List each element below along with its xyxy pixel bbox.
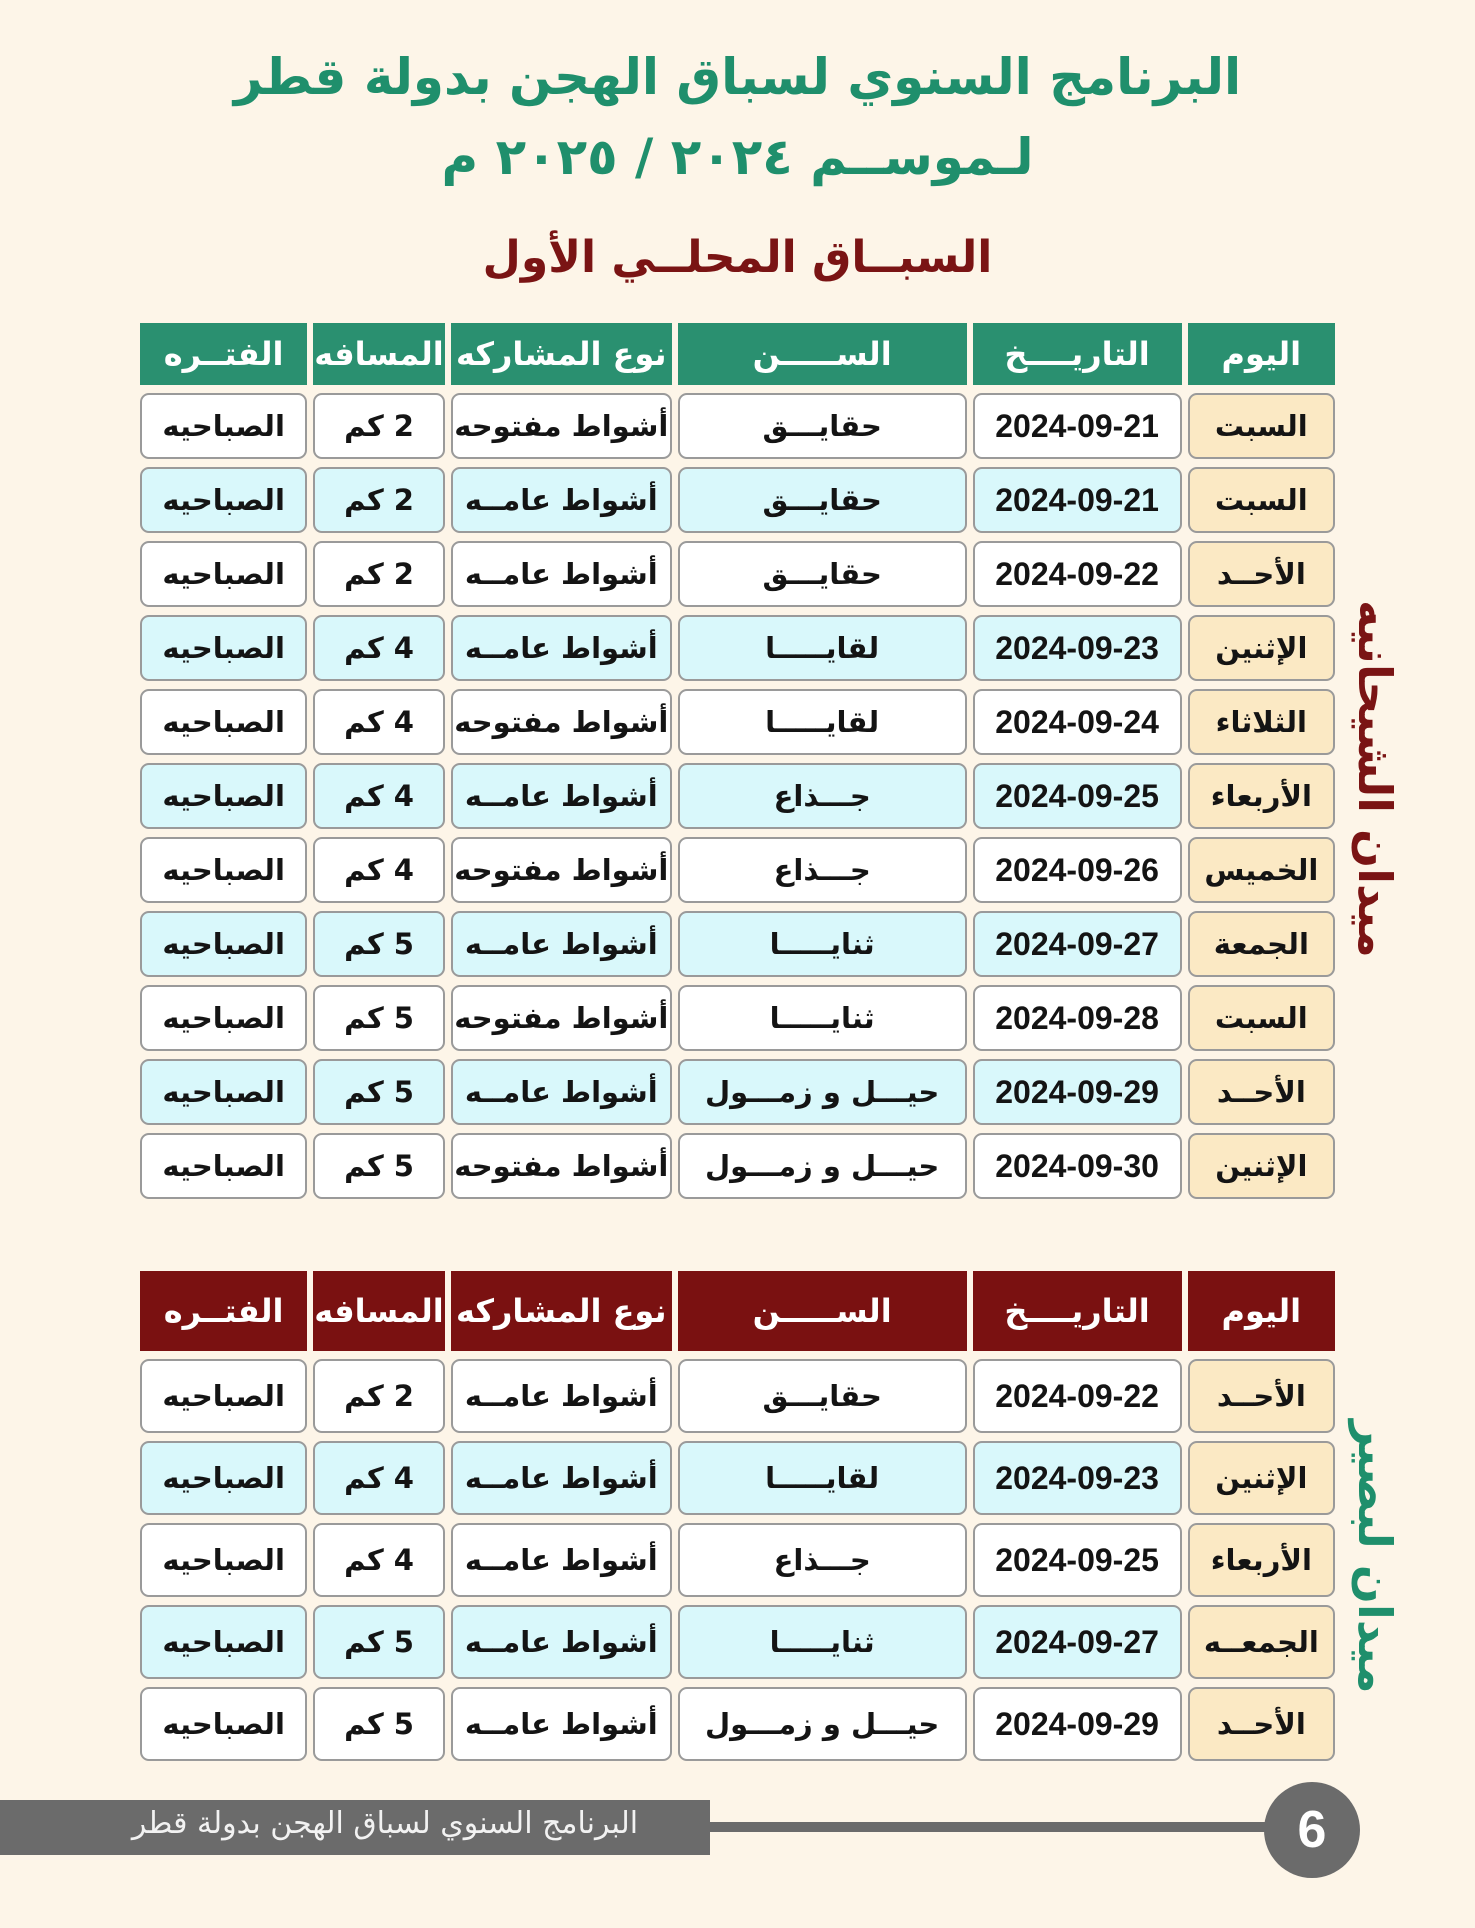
date-cell: 2024-09-26	[973, 837, 1182, 903]
type-cell: أشواط عامــه	[451, 911, 672, 977]
day-cell: السبت	[1188, 393, 1335, 459]
age-cell: حيـــل و زمـــول	[678, 1687, 967, 1761]
period-cell: الصباحيه	[140, 837, 307, 903]
distance-cell: 4 كم	[313, 1523, 444, 1597]
day-cell: الإثنين	[1188, 1441, 1335, 1515]
age-cell: حيـــل و زمـــول	[678, 1059, 967, 1125]
day-cell: الأحــد	[1188, 1059, 1335, 1125]
footer-line	[700, 1822, 1300, 1832]
type-cell: أشواط مفتوحه	[451, 393, 672, 459]
venue-label-lbusayyir: ميدان لبصير	[1348, 1420, 1402, 1694]
header-period: الفتــره	[140, 1271, 307, 1351]
age-cell: جـــذاع	[678, 837, 967, 903]
date-cell: 2024-09-28	[973, 985, 1182, 1051]
table-row	[140, 393, 1335, 459]
header-type: نوع المشاركه	[451, 1271, 672, 1351]
table-row	[140, 1059, 1335, 1125]
period-cell: الصباحيه	[140, 1605, 307, 1679]
date-cell: 2024-09-23	[973, 615, 1182, 681]
table-row	[140, 1605, 1335, 1679]
type-cell: أشواط عامــه	[451, 1605, 672, 1679]
distance-cell: 5 كم	[313, 1605, 444, 1679]
header-distance: المسافه	[313, 323, 444, 385]
age-cell: ثنايـــــا	[678, 1605, 967, 1679]
date-cell: 2024-09-22	[973, 541, 1182, 607]
table-row	[140, 911, 1335, 977]
age-cell: جـــذاع	[678, 1523, 967, 1597]
table-row	[140, 1441, 1335, 1515]
period-cell: الصباحيه	[140, 911, 307, 977]
table-row	[140, 541, 1335, 607]
schedule-table-lbusayyir	[140, 1271, 1335, 1769]
date-cell: 2024-09-29	[973, 1059, 1182, 1125]
type-cell: أشواط عامــه	[451, 615, 672, 681]
footer-text: البرنامج السنوي لسباق الهجن بدولة قطر	[131, 1806, 639, 1841]
day-cell: الأربعاء	[1188, 763, 1335, 829]
type-cell: أشواط مفتوحه	[451, 689, 672, 755]
date-cell: 2024-09-23	[973, 1441, 1182, 1515]
day-cell: الجمعــه	[1188, 1605, 1335, 1679]
age-cell: حقايـــق	[678, 541, 967, 607]
header-age: الســـــن	[678, 1271, 967, 1351]
age-cell: لقايـــــا	[678, 689, 967, 755]
day-cell: الأحــد	[1188, 1687, 1335, 1761]
period-cell: الصباحيه	[140, 1441, 307, 1515]
age-cell: حقايـــق	[678, 467, 967, 533]
table-row	[140, 467, 1335, 533]
table-header-row	[140, 1271, 1335, 1351]
venue-label-shahaniya: ميدان الشيحانيه	[1348, 600, 1402, 958]
period-cell: الصباحيه	[140, 985, 307, 1051]
period-cell: الصباحيه	[140, 763, 307, 829]
date-cell: 2024-09-22	[973, 1359, 1182, 1433]
period-cell: الصباحيه	[140, 1359, 307, 1433]
header-type: نوع المشاركه	[451, 323, 672, 385]
day-cell: الإثنين	[1188, 1133, 1335, 1199]
table-row	[140, 1359, 1335, 1433]
period-cell: الصباحيه	[140, 393, 307, 459]
date-cell: 2024-09-27	[973, 911, 1182, 977]
date-cell: 2024-09-27	[973, 1605, 1182, 1679]
day-cell: الأحــد	[1188, 541, 1335, 607]
day-cell: الخميس	[1188, 837, 1335, 903]
distance-cell: 4 كم	[313, 615, 444, 681]
header-day: اليوم	[1188, 323, 1335, 385]
table-row	[140, 1523, 1335, 1597]
age-cell: حقايـــق	[678, 393, 967, 459]
date-cell: 2024-09-24	[973, 689, 1182, 755]
age-cell: لقايـــــا	[678, 615, 967, 681]
type-cell: أشواط عامــه	[451, 1687, 672, 1761]
distance-cell: 2 كم	[313, 541, 444, 607]
type-cell: أشواط عامــه	[451, 1059, 672, 1125]
period-cell: الصباحيه	[140, 1523, 307, 1597]
period-cell: الصباحيه	[140, 1059, 307, 1125]
table-row	[140, 689, 1335, 755]
age-cell: حقايـــق	[678, 1359, 967, 1433]
age-cell: جـــذاع	[678, 763, 967, 829]
schedule-table-shahaniya	[140, 323, 1335, 1207]
age-cell: لقايـــــا	[678, 1441, 967, 1515]
header-age: الســـــن	[678, 323, 967, 385]
distance-cell: 5 كم	[313, 985, 444, 1051]
table-row	[140, 615, 1335, 681]
header-day: اليوم	[1188, 1271, 1335, 1351]
type-cell: أشواط مفتوحه	[451, 985, 672, 1051]
day-cell: الإثنين	[1188, 615, 1335, 681]
header-distance: المسافه	[313, 1271, 444, 1351]
page-number: 6	[1264, 1782, 1360, 1878]
period-cell: الصباحيه	[140, 1133, 307, 1199]
type-cell: أشواط عامــه	[451, 763, 672, 829]
header-date: التاريــــخ	[973, 1271, 1182, 1351]
age-cell: ثنايـــــا	[678, 911, 967, 977]
period-cell: الصباحيه	[140, 467, 307, 533]
type-cell: أشواط عامــه	[451, 541, 672, 607]
table-row	[140, 1133, 1335, 1199]
period-cell: الصباحيه	[140, 615, 307, 681]
day-cell: الأربعاء	[1188, 1523, 1335, 1597]
type-cell: أشواط عامــه	[451, 467, 672, 533]
distance-cell: 2 كم	[313, 467, 444, 533]
header-date: التاريــــخ	[973, 323, 1182, 385]
age-cell: ثنايـــــا	[678, 985, 967, 1051]
day-cell: الثلاثاء	[1188, 689, 1335, 755]
distance-cell: 4 كم	[313, 837, 444, 903]
day-cell: السبت	[1188, 985, 1335, 1051]
date-cell: 2024-09-25	[973, 763, 1182, 829]
type-cell: أشواط مفتوحه	[451, 837, 672, 903]
distance-cell: 5 كم	[313, 1687, 444, 1761]
date-cell: 2024-09-25	[973, 1523, 1182, 1597]
age-cell: حيـــل و زمـــول	[678, 1133, 967, 1199]
type-cell: أشواط عامــه	[451, 1523, 672, 1597]
table-row	[140, 763, 1335, 829]
distance-cell: 2 كم	[313, 1359, 444, 1433]
date-cell: 2024-09-30	[973, 1133, 1182, 1199]
date-cell: 2024-09-21	[973, 467, 1182, 533]
date-cell: 2024-09-21	[973, 393, 1182, 459]
day-cell: الأحــد	[1188, 1359, 1335, 1433]
season-subtitle: لـموســم ٢٠٢٤ / ٢٠٢٥ م	[441, 128, 1034, 186]
distance-cell: 5 كم	[313, 911, 444, 977]
table-row	[140, 1687, 1335, 1761]
type-cell: أشواط عامــه	[451, 1359, 672, 1433]
period-cell: الصباحيه	[140, 689, 307, 755]
table-row	[140, 837, 1335, 903]
table-header-row	[140, 323, 1335, 385]
table-row	[140, 985, 1335, 1051]
section-title: السبــاق المحلــي الأول	[482, 232, 993, 283]
header-period: الفتــره	[140, 323, 307, 385]
type-cell: أشواط مفتوحه	[451, 1133, 672, 1199]
day-cell: السبت	[1188, 467, 1335, 533]
date-cell: 2024-09-29	[973, 1687, 1182, 1761]
distance-cell: 5 كم	[313, 1059, 444, 1125]
period-cell: الصباحيه	[140, 1687, 307, 1761]
type-cell: أشواط عامــه	[451, 1441, 672, 1515]
distance-cell: 4 كم	[313, 689, 444, 755]
day-cell: الجمعة	[1188, 911, 1335, 977]
distance-cell: 5 كم	[313, 1133, 444, 1199]
distance-cell: 2 كم	[313, 393, 444, 459]
period-cell: الصباحيه	[140, 541, 307, 607]
distance-cell: 4 كم	[313, 1441, 444, 1515]
distance-cell: 4 كم	[313, 763, 444, 829]
page-title: البرنامج السنوي لسباق الهجن بدولة قطر	[233, 48, 1242, 106]
